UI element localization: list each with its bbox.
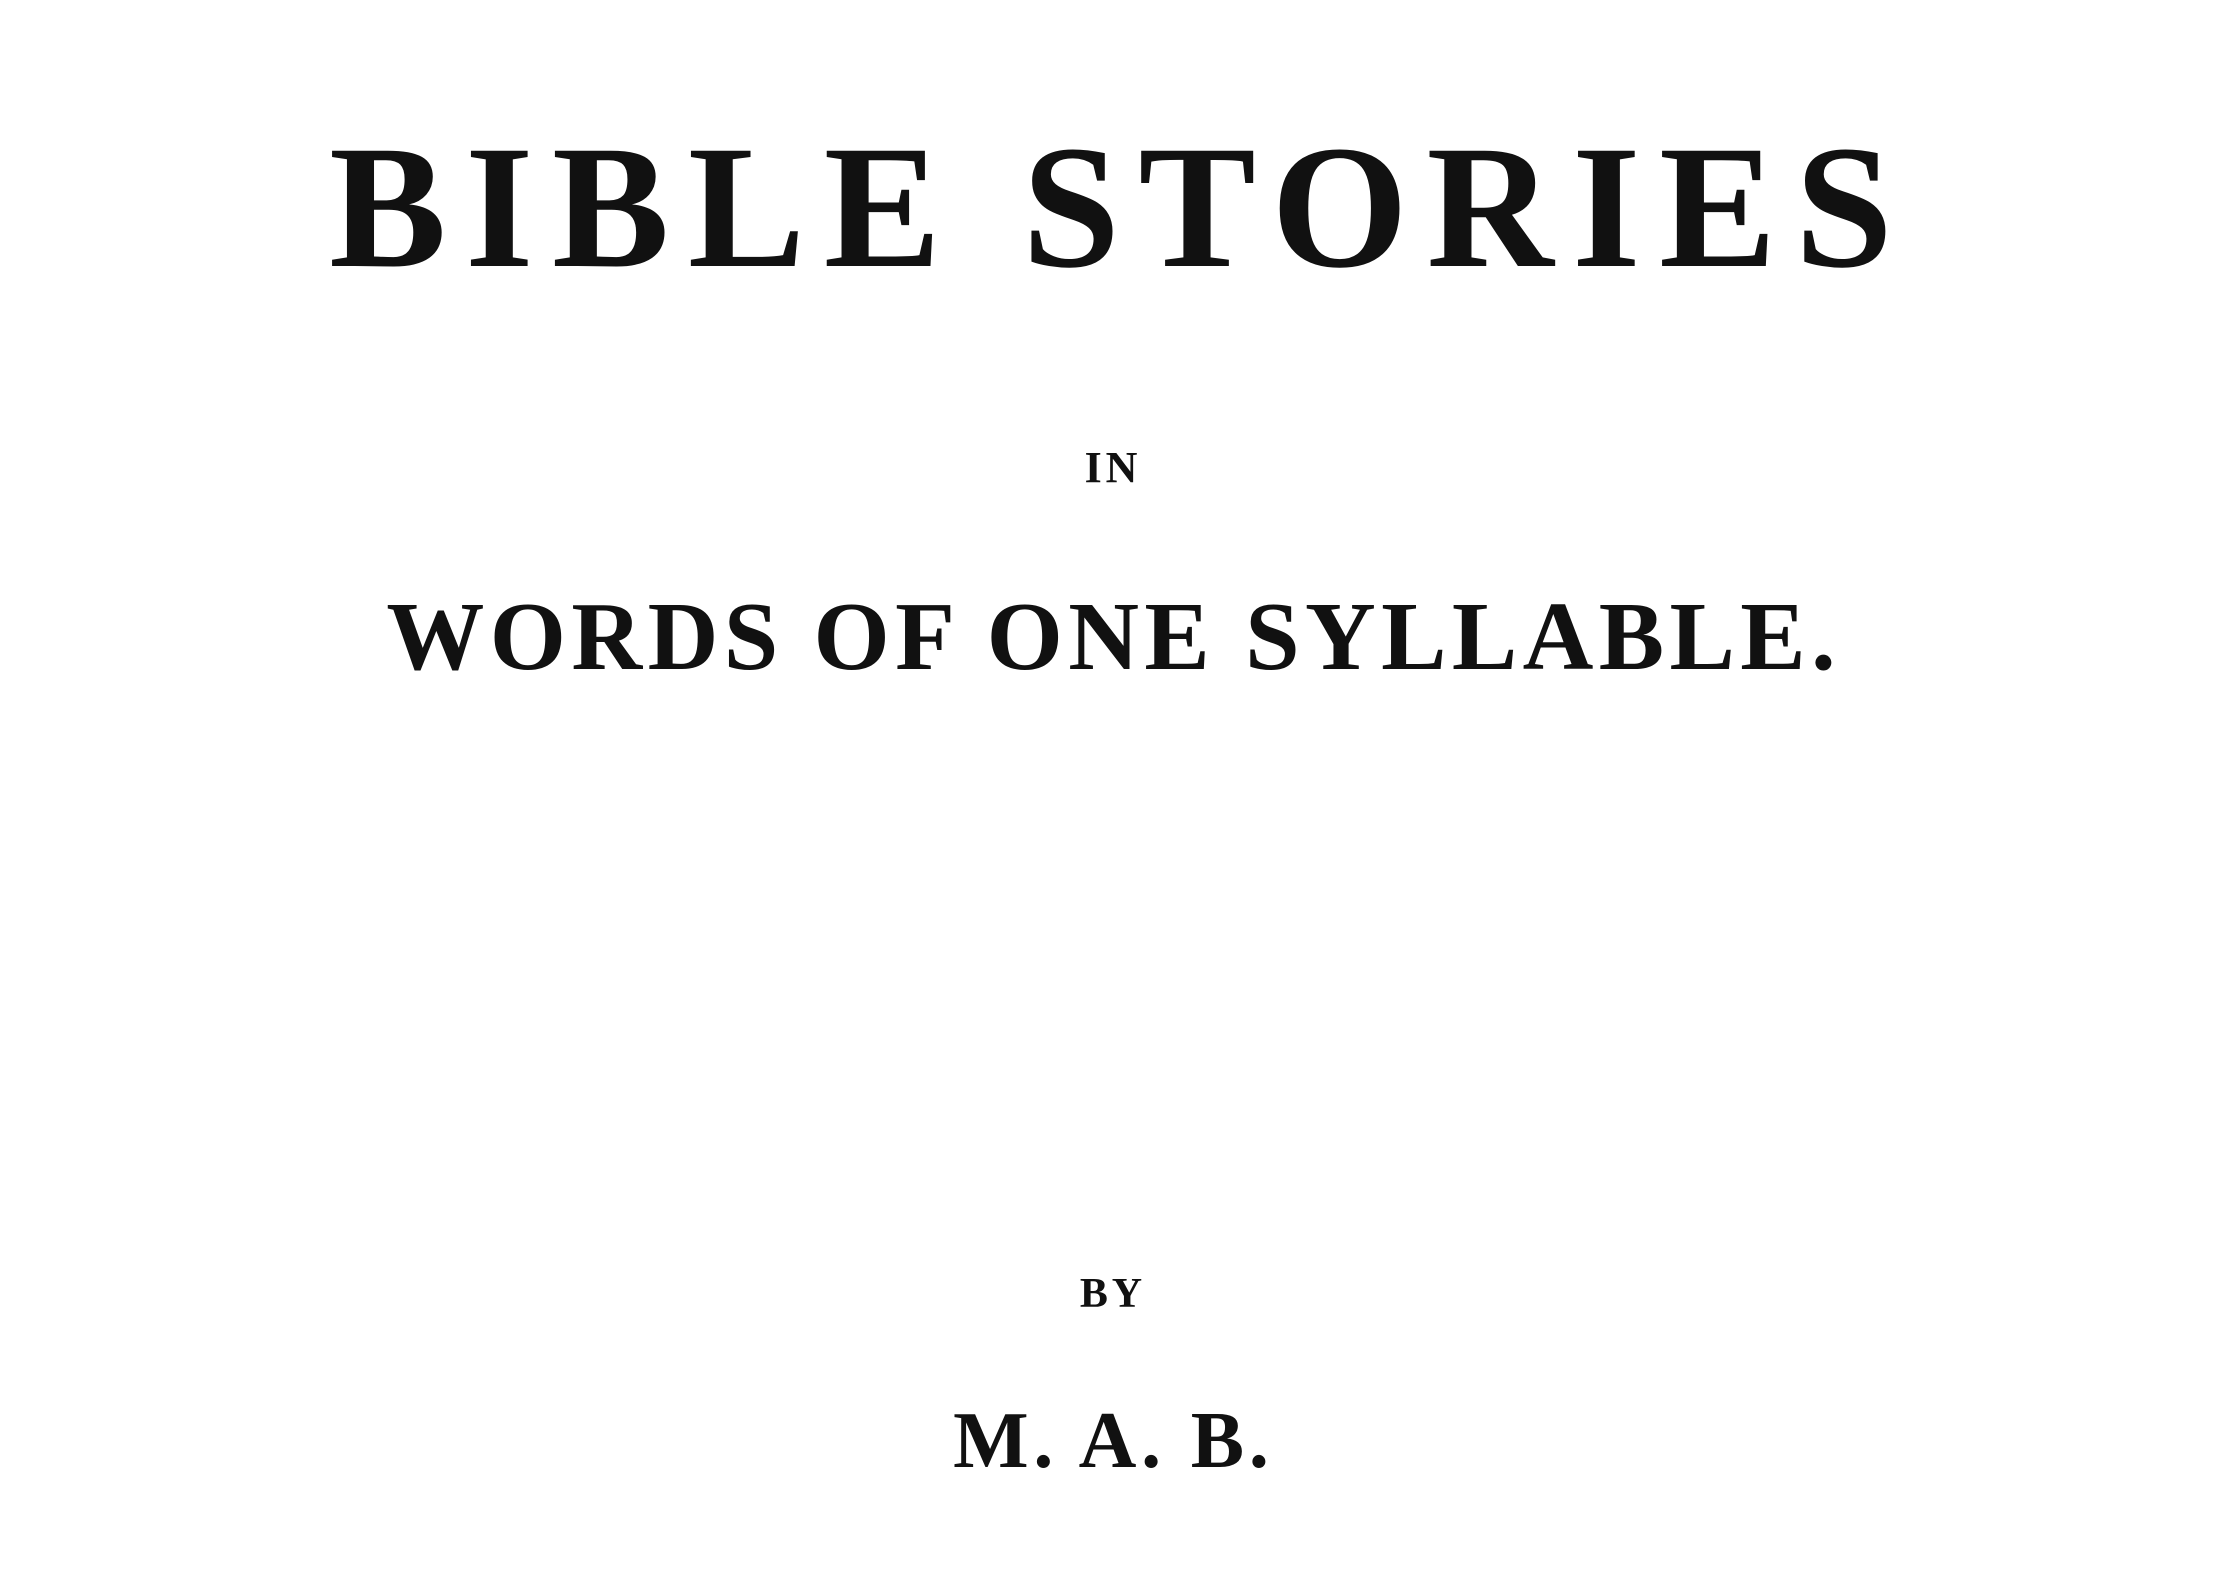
title-group [0,110,2222,693]
byline-group [0,1270,2222,1487]
byline-label: BY [1079,1271,1146,1317]
author-name: M. A. B. [953,1397,1274,1485]
page-title: BIBLE STORIES [329,110,1912,305]
title-connector-in: IN [1084,443,1142,492]
page-subtitle: WORDS OF ONE SYLLABLE. [386,583,1841,691]
